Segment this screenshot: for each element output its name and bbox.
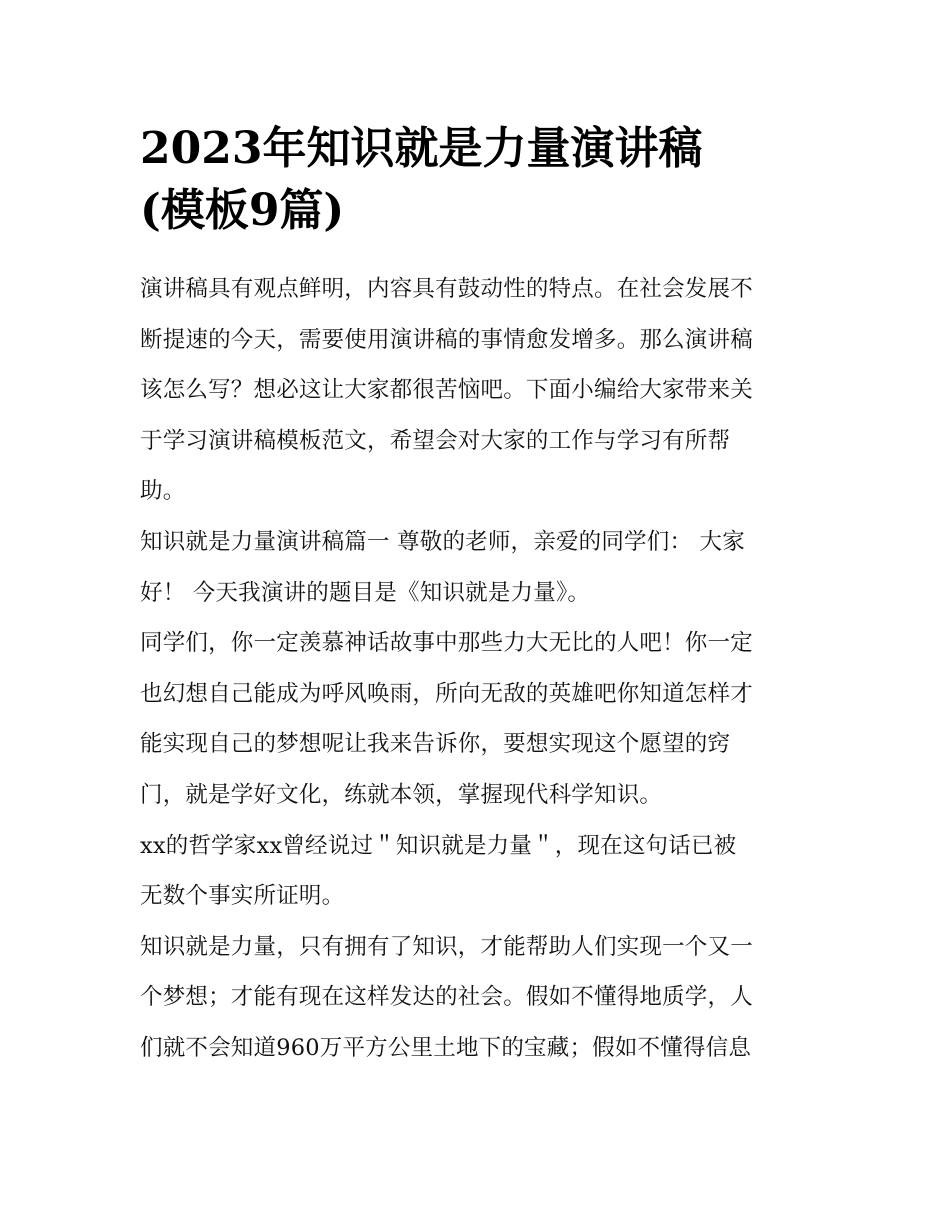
intro-paragraph <box>140 264 812 517</box>
document-page <box>140 118 812 1074</box>
text-line: 知识就是力量，只有拥有了知识，才能帮助人们实现一个又一 <box>140 933 753 960</box>
body-paragraph <box>140 922 812 1074</box>
text-line: 们就不会知道960万平方公里土地下的宝藏；假如不懂得信息 <box>140 1034 752 1061</box>
text-line: 助。 <box>140 478 186 505</box>
text-line: 无数个事实所证明。 <box>140 883 345 910</box>
text-line: 同学们，你一定羡慕神话故事中那些力大无比的人吧！你一定 <box>140 630 753 657</box>
text-line: 能实现自己的梦想呢让我来告诉你，要想实现这个愿望的窍 <box>140 731 731 758</box>
quote-paragraph <box>140 821 812 922</box>
text-line: 知识就是力量演讲稿篇一 尊敬的老师，亲爱的同学们： 大家 <box>140 528 745 555</box>
text-line: 也幻想自己能成为呼风唤雨，所向无敌的英雄吧你知道怎样才 <box>140 680 753 707</box>
text-line: 门，就是学好文化，练就本领，掌握现代科学知识。 <box>140 781 663 808</box>
speech-opening-paragraph <box>140 517 812 618</box>
text-line: 演讲稿具有观点鲜明，内容具有鼓动性的特点。在社会发展不 <box>140 276 753 302</box>
document-title <box>140 118 812 242</box>
text-line: 好！ 今天我演讲的题目是《知识就是力量》。 <box>140 579 591 606</box>
title-line-2: (模板9篇) <box>140 185 345 236</box>
text-line: 该怎么写？想必这让大家都很苦恼吧。下面小编给大家带来关 <box>140 377 753 404</box>
text-line: 于学习演讲稿模板范文，希望会对大家的工作与学习有所帮 <box>140 427 731 454</box>
text-line: 个梦想；才能有现在这样发达的社会。假如不懂得地质学，人 <box>140 984 753 1011</box>
body-paragraph <box>140 618 812 820</box>
title-line-1: 2023年知识就是力量演讲稿 <box>140 123 703 174</box>
text-line: 断提速的今天，需要使用演讲稿的事情愈发增多。那么演讲稿 <box>140 326 753 353</box>
text-line: xx的哲学家xx曾经说过＂知识就是力量＂，现在这句话已被 <box>140 832 737 859</box>
